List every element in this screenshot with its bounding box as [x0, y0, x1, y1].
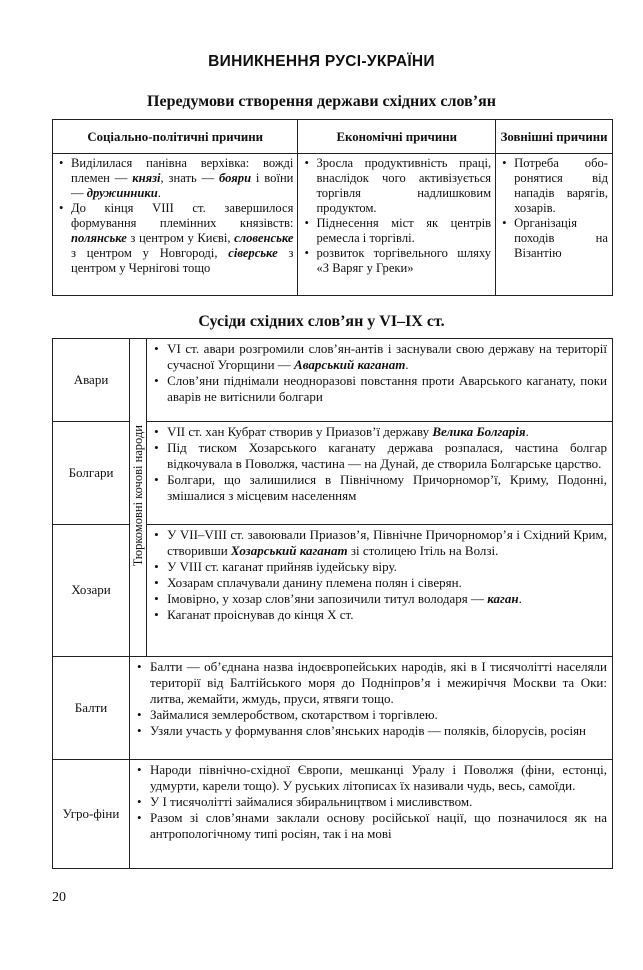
- social-cause-item: [57, 201, 293, 276]
- neighbor-fact: [135, 794, 607, 810]
- neighbor-name: Угро-фіни: [53, 760, 130, 869]
- key-term: бояри: [219, 171, 252, 185]
- economic-cause-item: [302, 246, 491, 276]
- text-fragment: VI ст. авари розгромили слов’ян-антів і заснували свою державу на території сучасної Угорщини —: [167, 341, 607, 373]
- neighbor-fact: [152, 341, 607, 373]
- text-fragment: Болгари, що залишилися в Північному Причорномор’ї, Криму, Подонні, змішалися з місцевим населенням: [167, 472, 607, 504]
- neighbor-description: [130, 657, 613, 760]
- causes-table: [52, 119, 613, 296]
- economic-cause-item: [302, 156, 491, 216]
- key-term: дружинники: [86, 186, 158, 200]
- external-causes-list: [500, 156, 608, 261]
- neighbor-fact: [152, 472, 607, 504]
- text-fragment: До кінця VIII ст. завершилося формування племінних князівств:: [71, 201, 294, 230]
- text-fragment: Піднесення міст як центрів ремесла і торгівлі.: [316, 216, 492, 245]
- turkic-group-cell: [130, 339, 147, 657]
- text-fragment: Народи північно-східної Європи, мешканці Уралу і Поволжя (фіни, естонці, удмурти, карели тощо). У руських літописах їх називали чудь, весь, самоїди.: [150, 762, 607, 794]
- text-fragment: Разом зі слов’янами заклали основу російської нації, що позначилося як на антропологічному типі росіян, так і на мові: [150, 810, 607, 842]
- economic-cause-item: [302, 216, 491, 246]
- text-fragment: Зросла продуктивність праці, внаслідок чого активізується торгівля надлишковим продуктом.: [316, 156, 492, 215]
- text-fragment: Займалися землеробством, скотарством і торгівлею.: [150, 707, 438, 723]
- text-fragment: Каганат проіснував до кінця X ст.: [167, 607, 354, 623]
- text-fragment: У VIII ст. каганат прийняв іудейську віру.: [167, 559, 397, 575]
- col-header-social: Соціально-політичні причини: [53, 120, 298, 154]
- text-fragment: .: [157, 186, 161, 200]
- col-header-economic: Економічні причини: [298, 120, 496, 154]
- text-fragment: .: [525, 424, 529, 439]
- key-term: полянське: [71, 231, 127, 245]
- text-fragment: з центром у Чернігові тощо: [71, 246, 294, 275]
- text-fragment: Узяли участь у формування слов’янських народів — поляків, білорусів, росіян: [150, 723, 587, 739]
- neighbor-name: Балти: [53, 657, 130, 760]
- neighbor-description: [130, 760, 613, 869]
- text-fragment: зі столицею Ітіль на Волзі.: [347, 543, 499, 559]
- text-fragment: Виділилася панівна верхівка: вожді племен —: [71, 156, 294, 185]
- text-fragment: розвиток торгівельного шляху «З Варяг у Греки»: [316, 246, 492, 275]
- text-fragment: Балти — об’єднана назва індоєвропейських народів, які в I тисячолітті населяли території від Балтійського моря до Подніпров’я і межиріччя Москви та Оки: литва, жемайти, жмудь, пруси, ятвяги тощо.: [150, 659, 607, 707]
- neighbor-description: [147, 422, 613, 525]
- neighbor-row: [53, 657, 613, 760]
- neighbor-fact: [135, 723, 607, 739]
- economic-causes-cell: [298, 154, 496, 296]
- social-cause-item: [57, 156, 293, 201]
- key-term: словенське: [234, 231, 294, 245]
- text-fragment: У VII–VIII ст. завоювали Приазов’я, Північне Причорномор’я і Східний Крим, створивши: [167, 527, 607, 559]
- neighbor-row: [53, 339, 613, 422]
- key-term: каган: [487, 591, 519, 607]
- text-fragment: і воїни —: [71, 171, 294, 200]
- social-causes-cell: [53, 154, 298, 296]
- neighbor-fact: [152, 440, 607, 472]
- neighbor-facts-list: [135, 762, 607, 842]
- neighbor-fact: [152, 527, 607, 559]
- external-cause-item: [500, 156, 608, 216]
- neighbor-fact: [135, 659, 607, 707]
- neighbor-facts-list: [135, 659, 607, 739]
- neighbor-name: Болгари: [53, 422, 130, 525]
- neighbor-facts-list: [152, 527, 607, 624]
- neighbor-fact: [152, 607, 607, 623]
- section2-heading: Сусіди східних слов’ян у VI–IX ст.: [198, 313, 445, 330]
- section1-heading: Передумови створення держави східних слов’ян: [147, 93, 496, 110]
- text-fragment: , знать —: [160, 171, 220, 185]
- neighbor-facts-list: [152, 424, 607, 504]
- economic-causes-list: [302, 156, 491, 276]
- col-header-external: Зовнішні причини: [496, 120, 613, 154]
- key-term: Велика Болгарія: [432, 424, 526, 439]
- text-fragment: Імовірно, у хозар слов’яни запозичили титул володаря —: [167, 591, 488, 607]
- neighbor-fact: [152, 575, 607, 591]
- external-cause-item: [500, 216, 608, 261]
- neighbor-fact: [152, 559, 607, 575]
- neighbor-row: [53, 760, 613, 869]
- page-number: 20: [52, 890, 66, 905]
- text-fragment: .: [518, 591, 522, 607]
- turkic-group-label: Тюркомовні кочові народи: [131, 424, 145, 567]
- neighbor-fact: [135, 707, 607, 723]
- neighbor-name: Хозари: [53, 525, 130, 657]
- social-causes-list: [57, 156, 293, 276]
- text-fragment: з центром у Новгороді,: [71, 246, 229, 260]
- text-fragment: Потреба оборонятися від нападів варягів, хозарів.: [514, 156, 608, 215]
- external-causes-cell: [496, 154, 613, 296]
- text-fragment: У I тисячолітті займалися збиральництвом і мисливством.: [150, 794, 473, 810]
- neighbor-fact: [152, 591, 607, 607]
- text-fragment: Хозарам сплачували данину племена полян і сіверян.: [167, 575, 462, 591]
- neighbor-description: [147, 525, 613, 657]
- text-fragment: Слов’яни піднімали неодноразові повстання проти Аварського каганату, поки аварів не витіснили болгари: [167, 373, 607, 405]
- key-term: Аварський каганат: [294, 357, 406, 373]
- text-fragment: VII ст. хан Кубрат створив у Приазов’ї державу: [167, 424, 433, 439]
- neighbors-table: [52, 338, 613, 869]
- neighbor-fact: [152, 373, 607, 405]
- neighbor-facts-list: [152, 341, 607, 405]
- neighbor-description: [147, 339, 613, 422]
- page-title: ВИНИКНЕННЯ РУСІ-УКРАЇНИ: [208, 53, 435, 70]
- neighbor-fact: [135, 810, 607, 842]
- key-term: князі: [132, 171, 161, 185]
- text-fragment: .: [405, 357, 409, 373]
- neighbor-fact: [152, 424, 607, 440]
- text-fragment: з центром у Києві,: [126, 231, 235, 245]
- text-fragment: Організація походів на Візантію: [514, 216, 608, 260]
- text-fragment: Під тиском Хозарського каганату держава розпалася, частина болгар відкочувала в Поволжя, частина — на Дунай, де створила Болгарське царство.: [167, 440, 607, 472]
- neighbor-fact: [135, 762, 607, 794]
- neighbor-name: Авари: [53, 339, 130, 422]
- key-term: сіверське: [228, 246, 278, 260]
- key-term: Хозарський каганат: [230, 543, 348, 559]
